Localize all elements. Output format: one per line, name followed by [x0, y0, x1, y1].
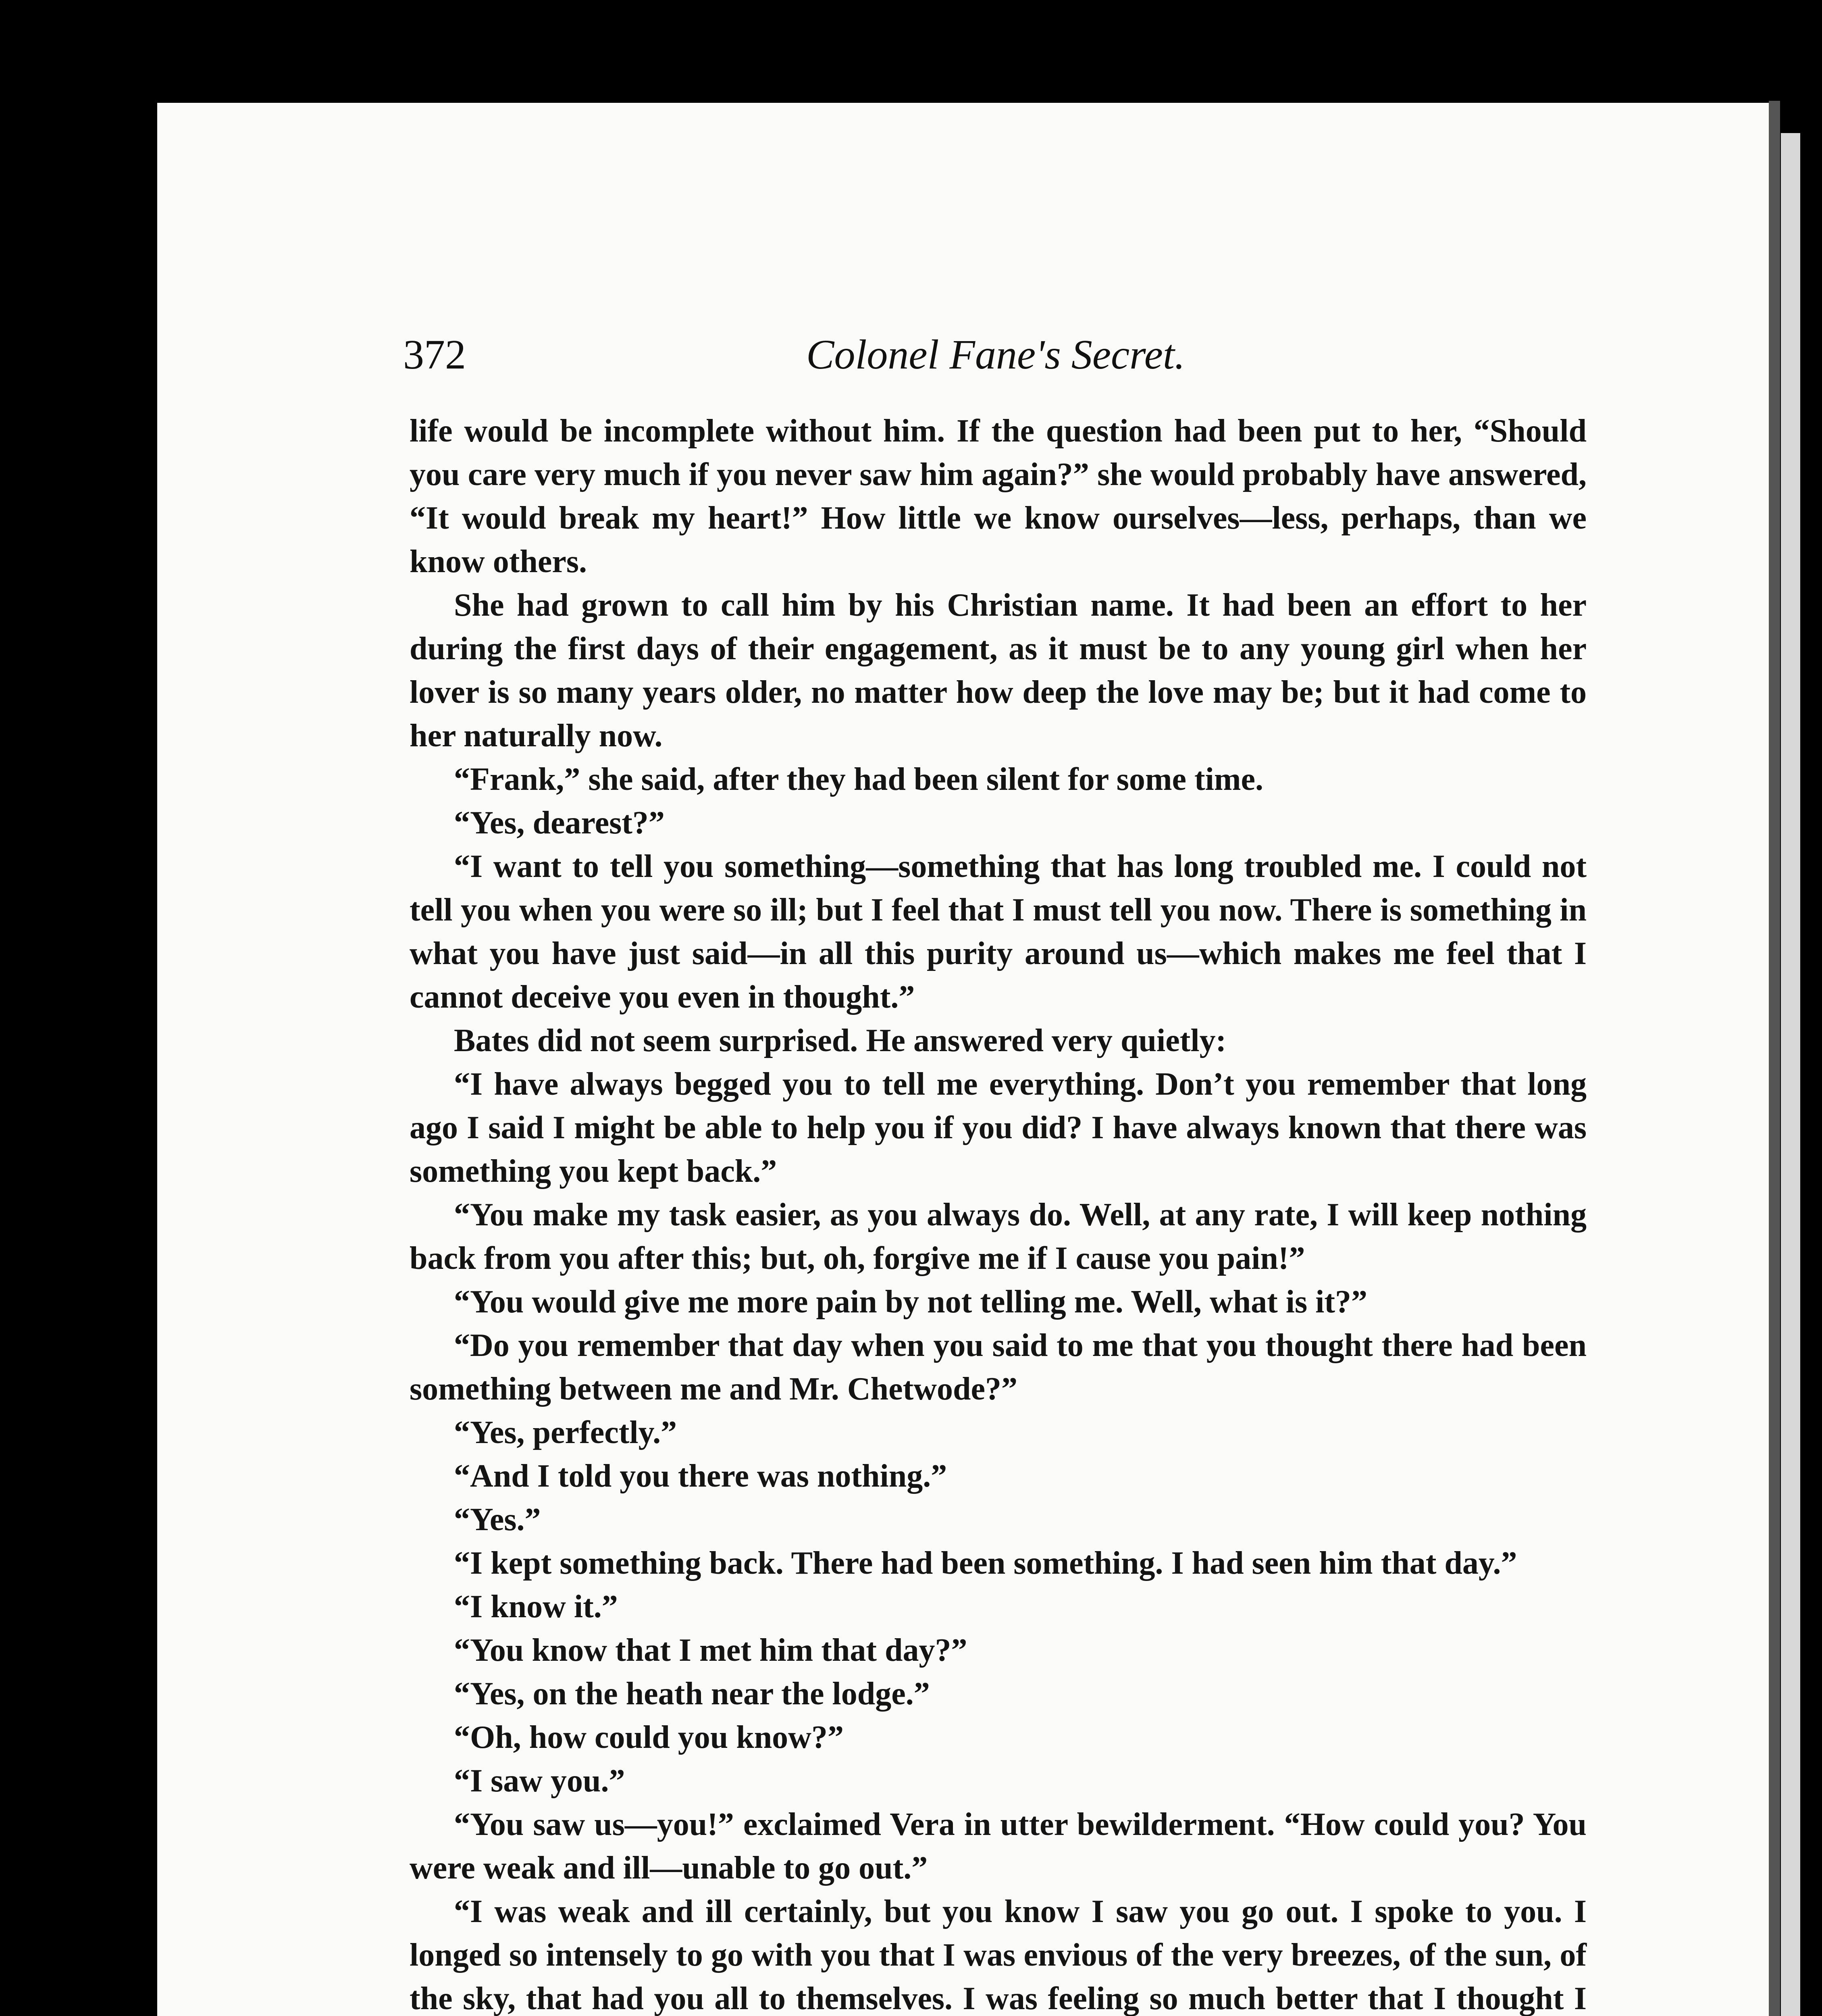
paragraph: “Oh, how could you know?”	[454, 1720, 844, 1755]
paragraph: “You saw us—you!” exclaimed Vera in utter bewilderment. “How could you? You were weak and ill—unable to go out.”	[410, 1807, 1587, 1886]
paragraph: “I was weak and ill certainly, but you know I saw you go out. I spoke to you. I longed so intensely to go with you that I was envious of the very breezes, of the sun, of the sky, that had you all to themselves. I was feeling so much better that I thought I	[410, 1894, 1587, 2016]
running-title: Colonel Fane's Secret.	[806, 331, 1185, 378]
paragraph: “You make my task easier, as you always do. Well, at any rate, I will keep nothing back from you after this; but, oh, forgive me if I cause you pain!”	[410, 1197, 1587, 1276]
page-number: 372	[403, 331, 466, 378]
paragraph: Bates did not seem surprised. He answered very quietly:	[454, 1023, 1227, 1058]
paragraph: “I know it.”	[454, 1589, 618, 1624]
paragraph: “I saw you.”	[454, 1763, 625, 1799]
paragraph: “Yes, dearest?”	[454, 805, 665, 841]
paragraph: “Do you remember that day when you said to me that you thought there had been something between me and Mr. Chetwode?”	[410, 1328, 1587, 1407]
paragraph: “Frank,” she said, after they had been silent for some time.	[454, 762, 1264, 797]
page-header	[403, 331, 1588, 387]
paragraph: “I kept something back. There had been something. I had seen him that day.”	[454, 1545, 1517, 1581]
body-text	[410, 409, 1587, 2016]
paragraph: “And I told you there was nothing.”	[454, 1458, 947, 1494]
paragraph: “Yes, perfectly.”	[454, 1415, 677, 1450]
paragraph: “I have always begged you to tell me everything. Don’t you remember that long ago I said I might be able to help you if you did? I have always known that there was something you kept back.”	[410, 1066, 1587, 1189]
paragraph: “I want to tell you something—something that has long troubled me. I could not tell you when you were so ill; but I feel that I must tell you now. There is something in what you have just said—in all this purity around us—which makes me feel that I cannot deceive you even in thought.”	[410, 849, 1587, 1015]
paragraph: life would be incomplete without him. If the question had been put to her, “Should you care very much if you never saw him again?” she would probably have answered, “It would break my heart!” How little we know ourselves—less, perhaps, than we know others.	[410, 413, 1587, 579]
paragraph: She had grown to call him by his Christian name. It had been an effort to her during the first days of their engagement, as it must be to any young girl when her lover is so many years older, no matter how deep the love may be; but it had come to her naturally now.	[410, 587, 1587, 754]
paragraph: “You know that I met him that day?”	[454, 1633, 967, 1668]
paragraph: “Yes, on the heath near the lodge.”	[454, 1676, 930, 1712]
book-spine-edge	[1781, 133, 1800, 2016]
book-spine-shadow	[1769, 101, 1780, 2016]
paragraph: “You would give me more pain by not telling me. Well, what is it?”	[454, 1284, 1368, 1320]
paragraph: “Yes.”	[454, 1502, 541, 1537]
